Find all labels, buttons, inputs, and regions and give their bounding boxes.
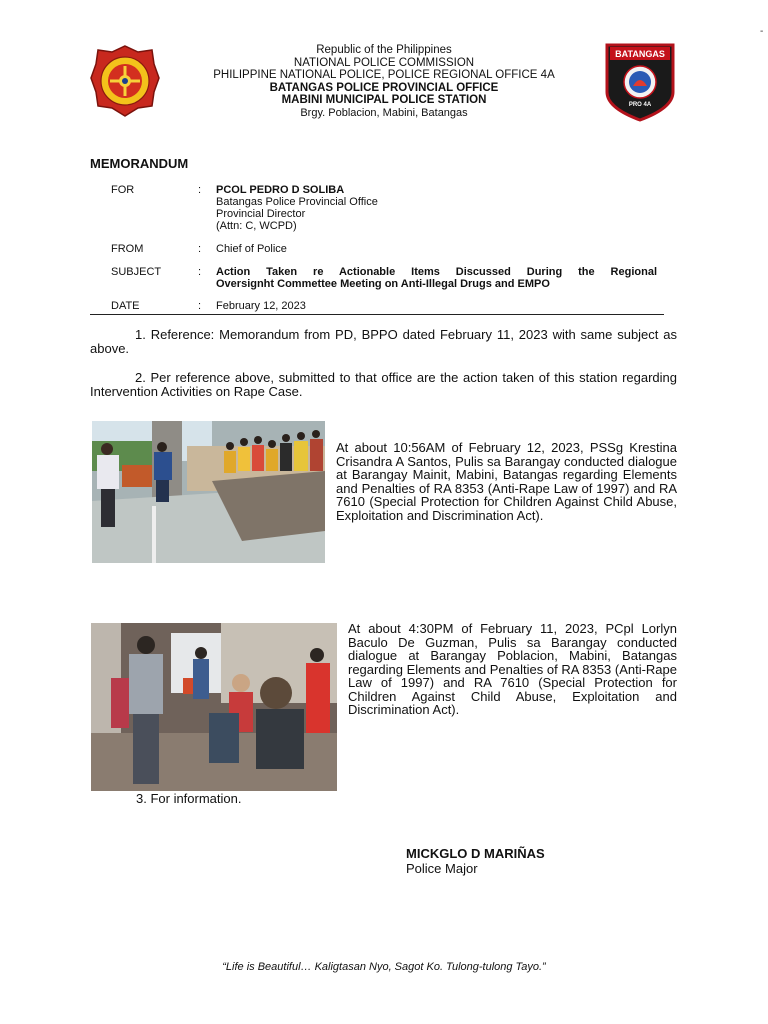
paragraph-2: 2. Per reference above, submitted to that office are the action taken of this station regarding Intervention Activities on Rape Case. [90, 370, 677, 399]
activity-photo-2 [91, 623, 337, 791]
from-value: Chief of Police [216, 243, 287, 255]
for-block [216, 184, 378, 232]
from-colon: : [198, 243, 202, 255]
date-label: DATE [111, 300, 140, 312]
pro4a-text: PRO 4A [628, 102, 652, 108]
header-pnp-region: PHILIPPINE NATIONAL POLICE, POLICE REGIONAL OFFICE 4A [213, 69, 555, 81]
corner-mark: - [760, 26, 764, 37]
header-republic: Republic of the Philippines [316, 44, 452, 56]
subject-label: SUBJECT [111, 266, 162, 278]
for-name: PCOL PEDRO D SOLIBA [216, 184, 345, 196]
signatory-rank: Police Major [406, 861, 478, 876]
signatory-name: MICKGLO D MARIÑAS [406, 846, 545, 861]
for-attn: (Attn: C, WCPD) [216, 220, 297, 232]
batangas-banner-text: BATANGAS [615, 49, 665, 59]
header-napolcom: NATIONAL POLICE COMMISSION [293, 56, 475, 69]
subject-colon: : [198, 266, 202, 278]
activity-1-text: At about 10:56AM of February 12, 2023, PSSg Krestina Crisandra A Santos, Pulis sa Barangay conducted dialogue at Barangay Mainit, Mabini, Batangas regarding Elements and Penalties of RA 8353 (Anti-Rape Law of 1997) and RA 7610 (Special Protection for Children Against Child Abuse, Exploitation and Discrimination Act). [336, 440, 677, 523]
paragraph-1: 1. Reference: Memorandum from PD, BPPO dated February 11, 2023 with same subject as above. [90, 327, 677, 356]
header-provincial-office: BATANGAS POLICE PROVINCIAL OFFICE [269, 81, 499, 94]
for-colon: : [198, 184, 202, 196]
subject-line-2: Oversignht Commettee Meeting on Anti-Illegal Drugs and EMPO [216, 278, 550, 290]
memo-title: MEMORANDUM [90, 156, 189, 171]
header-station: MABINI MUNICIPAL POLICE STATION [281, 94, 487, 106]
from-label: FROM [111, 243, 144, 255]
header-divider [90, 314, 664, 315]
subject-value [216, 266, 657, 290]
date-value: February 12, 2023 [216, 300, 306, 312]
for-office: Batangas Police Provincial Office [216, 196, 378, 208]
activity-photo-1 [92, 421, 325, 563]
for-label: FOR [111, 184, 135, 196]
for-position: Provincial Director [216, 208, 306, 220]
paragraph-3: 3. For information. [136, 791, 242, 806]
header-address: Brgy. Poblacion, Mabini, Batangas [300, 106, 468, 119]
date-colon: : [198, 300, 202, 312]
activity-2-text: At about 4:30PM of February 11, 2023, PCpl Lorlyn Baculo De Guzman, Pulis sa Barangay conducted dialogue at Barangay Poblacion, Mabini, Batangas regarding Elements and Penalties of RA 8353 (Anti-Rape Law of 1997) and RA 7610 (Special Protection for Children Against Child Abuse, Exploitation and Discrimination Act). [348, 621, 677, 717]
subject-line-1: Action Taken re Actionable Items Discussed During the Regional [216, 266, 657, 278]
footer-motto: “Life is Beautiful… Kaligtasan Nyo, Sagot Ko. Tulong-tulong Tayo.” [222, 961, 546, 973]
letterhead [150, 44, 618, 119]
